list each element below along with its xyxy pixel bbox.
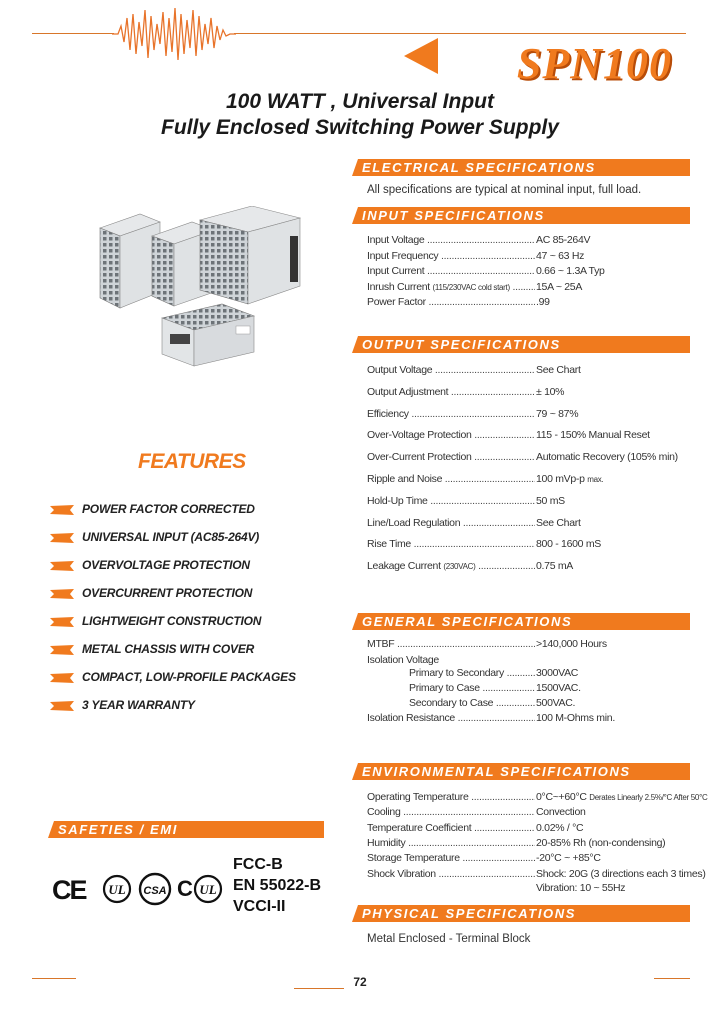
spec-label-text: Leakage Current bbox=[367, 560, 441, 573]
pointer-triangle-icon bbox=[404, 36, 438, 76]
arrow-icon bbox=[50, 533, 74, 543]
spec-value-text: AC 85-264V bbox=[536, 234, 591, 246]
spec-value bbox=[536, 296, 550, 308]
spec-value bbox=[536, 791, 707, 803]
spec-label-text: Input Frequency bbox=[367, 249, 439, 262]
cul-logo-text: UL bbox=[199, 882, 217, 897]
spec-value-text: 0.75 mA bbox=[536, 560, 574, 573]
spec-label-text: Ripple and Noise bbox=[367, 473, 443, 485]
arrow-icon bbox=[50, 673, 74, 683]
spec-value-text: ± 10% bbox=[536, 385, 565, 398]
spec-label-text: Primary to Secondary bbox=[409, 667, 504, 679]
spec-value bbox=[536, 473, 603, 485]
spec-label bbox=[367, 473, 535, 485]
ul-logo bbox=[102, 874, 132, 904]
header-rule-right bbox=[234, 33, 686, 34]
spec-value bbox=[536, 682, 581, 694]
spec-value-text: 50 mS bbox=[536, 494, 565, 507]
arrow-icon bbox=[50, 505, 74, 515]
page-number: 72 bbox=[353, 975, 367, 989]
spec-value-text: See Chart bbox=[536, 364, 581, 376]
spec-value-text: 800 - 1600 mS bbox=[536, 538, 601, 551]
header-rule-left bbox=[32, 33, 114, 34]
spec-label bbox=[367, 408, 535, 420]
spec-value bbox=[536, 822, 583, 834]
spec-value-text: 0.66 ~ 1.3A Typ bbox=[536, 265, 605, 277]
spec-label-text: Humidity bbox=[367, 836, 406, 849]
ce-logo-text: CE bbox=[52, 875, 86, 905]
spec-label bbox=[367, 822, 535, 834]
spec-label bbox=[367, 386, 535, 398]
feature-text: OVERVOLTAGE PROTECTION bbox=[82, 558, 250, 572]
spec-label bbox=[367, 296, 535, 308]
cul-c-mark bbox=[177, 876, 193, 902]
spec-value-text: Automatic Recovery (105% min) bbox=[536, 451, 678, 464]
csa-logo bbox=[138, 872, 172, 906]
spec-label bbox=[367, 868, 535, 880]
feature-text: UNIVERSAL INPUT (AC85-264V) bbox=[82, 530, 260, 544]
section-bar-environmental: ENVIRONMENTAL SPECIFICATIONS bbox=[352, 763, 690, 780]
spec-label-text: Input Current bbox=[367, 265, 425, 277]
spec-value: >140,000 Hours bbox=[536, 638, 607, 650]
spec-value-text: 3000VAC bbox=[536, 667, 579, 679]
isolation-heading-text: Isolation Voltage bbox=[367, 654, 439, 666]
spec-label bbox=[367, 364, 535, 376]
feature-text: METAL CHASSIS WITH COVER bbox=[82, 642, 255, 656]
features-title: FEATURES bbox=[138, 450, 246, 473]
spec-value bbox=[536, 517, 581, 529]
page-title-line2: Fully Enclosed Switching Power Supply bbox=[161, 116, 559, 139]
spec-value: 100 M-Ohms min. bbox=[536, 712, 615, 724]
spec-label bbox=[367, 538, 535, 550]
spec-value bbox=[536, 806, 586, 818]
feature-text: OVERCURRENT PROTECTION bbox=[82, 586, 253, 600]
feature-text: POWER FACTOR CORRECTED bbox=[82, 502, 255, 516]
spec-label bbox=[367, 517, 535, 529]
cert-line-en: EN 55022-B bbox=[233, 877, 322, 894]
arrow-icon bbox=[50, 589, 74, 599]
spec-label bbox=[367, 495, 535, 507]
spec-label-text: Secondary to Case bbox=[409, 697, 494, 709]
spec-value bbox=[536, 697, 575, 709]
spec-value bbox=[536, 667, 578, 679]
spec-label-text: Operating Temperature bbox=[367, 791, 469, 803]
spec-label-text: Output Voltage bbox=[367, 364, 433, 376]
cul-logo bbox=[193, 874, 223, 904]
feature-text: LIGHTWEIGHT CONSTRUCTION bbox=[82, 614, 262, 628]
physical-text: Metal Enclosed - Terminal Block bbox=[367, 933, 531, 945]
spec-value bbox=[536, 234, 590, 246]
spec-label: MTBF ..... bbox=[367, 638, 535, 650]
spec-value bbox=[536, 837, 665, 849]
spec-label-text: Cooling bbox=[367, 806, 401, 819]
spec-value-text: 15A ~ 25A bbox=[536, 280, 583, 293]
spec-label bbox=[367, 250, 535, 262]
arrow-icon bbox=[50, 701, 74, 711]
section-bar-electrical: ELECTRICAL SPECIFICATIONS bbox=[352, 159, 690, 176]
spec-label-text: Inrush Current bbox=[367, 280, 430, 293]
spec-value bbox=[536, 265, 605, 277]
page-title-line1: 100 WATT , Universal Input bbox=[226, 90, 494, 113]
spec-label-text: Primary to Case bbox=[409, 682, 480, 694]
spec-value-text: .99 bbox=[536, 296, 550, 308]
spec-label bbox=[367, 791, 535, 803]
spec-value-text: 115 - 150% Manual Reset bbox=[536, 429, 650, 442]
spec-value bbox=[536, 281, 582, 293]
spec-label bbox=[367, 837, 535, 849]
spec-label bbox=[367, 560, 535, 572]
spec-label-text: Storage Temperature bbox=[367, 852, 460, 865]
arrow-icon bbox=[50, 561, 74, 571]
spec-label-text: Hold-Up Time bbox=[367, 494, 428, 507]
spec-value bbox=[536, 451, 678, 463]
spec-value-text: See Chart bbox=[536, 516, 581, 529]
spec-value-text: Convection bbox=[536, 806, 586, 819]
spec-value bbox=[536, 560, 573, 572]
isolation-heading bbox=[367, 654, 697, 666]
spec-label bbox=[367, 234, 535, 246]
section-bar-safeties: SAFETIES / EMI bbox=[48, 821, 324, 838]
spec-label-text: Power Factor bbox=[367, 296, 426, 308]
model-number: SPN100 bbox=[516, 39, 672, 88]
spec-label-text: Temperature Coefficient bbox=[367, 821, 472, 834]
csa-logo-text: CSA bbox=[143, 885, 167, 897]
spec-label-text: Rise Time bbox=[367, 538, 411, 551]
section-bar-general: GENERAL SPECIFICATIONS bbox=[352, 613, 690, 630]
spec-label-note: (230VAC) bbox=[443, 562, 476, 572]
spec-value-text: 20-85% Rh (non-condensing) bbox=[536, 836, 666, 849]
spec-label-text: Line/Load Regulation bbox=[367, 516, 461, 529]
spec-value bbox=[536, 408, 578, 420]
section-bar-output: OUTPUT SPECIFICATIONS bbox=[352, 336, 690, 353]
electrical-note: All specifications are typical at nominal input, full load. bbox=[367, 184, 642, 196]
spec-value bbox=[536, 429, 650, 441]
cert-line-fcc: FCC-B bbox=[233, 856, 283, 873]
spec-value-text: 0.02% / °C bbox=[536, 821, 584, 834]
spec-value-text: -20°C ~ +85°C bbox=[536, 852, 601, 865]
spec-value-text: 0°C~+60°C bbox=[536, 791, 587, 803]
spec-value-text: 100 mVp-p bbox=[536, 473, 585, 485]
spec-value-text: 79 ~ 87% bbox=[536, 407, 579, 420]
spec-value-text: 500VAC. bbox=[536, 697, 576, 709]
spec-label-text: Over-Current Protection bbox=[367, 451, 472, 464]
section-bar-physical: PHYSICAL SPECIFICATIONS bbox=[352, 905, 690, 922]
spec-label-text: Over-Voltage Protection bbox=[367, 429, 472, 442]
spec-label-text: Output Adjustment bbox=[367, 385, 449, 398]
waveform-logo bbox=[112, 4, 236, 62]
product-photo bbox=[96, 206, 312, 374]
spec-label bbox=[367, 451, 535, 463]
spec-value bbox=[536, 250, 584, 262]
spec-label bbox=[409, 667, 535, 679]
spec-value bbox=[536, 868, 706, 880]
spec-label-text: Shock Vibration bbox=[367, 867, 436, 880]
spec-value-note: max. bbox=[587, 475, 604, 484]
spec-value: Vibration: 10 ~ 55Hz bbox=[536, 882, 626, 894]
spec-value bbox=[536, 852, 601, 864]
ul-logo-text: UL bbox=[108, 882, 126, 897]
spec-value bbox=[536, 495, 565, 507]
spec-value-text: 47 ~ 63 Hz bbox=[536, 249, 585, 262]
section-bar-input: INPUT SPECIFICATIONS bbox=[352, 207, 690, 224]
spec-label-text: Input Voltage bbox=[367, 234, 425, 246]
spec-label bbox=[367, 852, 535, 864]
cert-line-vcci: VCCI-II bbox=[233, 898, 286, 915]
spec-value-text: Shock: 20G (3 directions each 3 times) bbox=[536, 867, 706, 880]
spec-label bbox=[409, 682, 535, 694]
ce-logo bbox=[52, 875, 86, 906]
spec-label bbox=[367, 429, 535, 441]
arrow-icon bbox=[50, 617, 74, 627]
spec-label-text: Efficiency bbox=[367, 407, 409, 420]
feature-text: 3 YEAR WARRANTY bbox=[82, 698, 195, 712]
spec-value bbox=[536, 538, 601, 550]
cul-c-text: C bbox=[177, 876, 193, 901]
feature-text: COMPACT, LOW-PROFILE PACKAGES bbox=[82, 670, 296, 684]
spec-value bbox=[536, 364, 581, 376]
spec-label bbox=[367, 265, 535, 277]
spec-value bbox=[536, 386, 564, 398]
spec-label bbox=[409, 697, 535, 709]
spec-label bbox=[367, 281, 535, 293]
spec-label-note: (115/230VAC cold start) bbox=[432, 282, 510, 292]
spec-value-note: Derates Linearly 2.5%/°C After 50°C bbox=[589, 793, 708, 802]
spec-value-text: 1500VAC. bbox=[536, 682, 581, 694]
arrow-icon bbox=[50, 645, 74, 655]
spec-label: Isolation Resistance ..... bbox=[367, 712, 535, 724]
spec-label bbox=[367, 806, 535, 818]
